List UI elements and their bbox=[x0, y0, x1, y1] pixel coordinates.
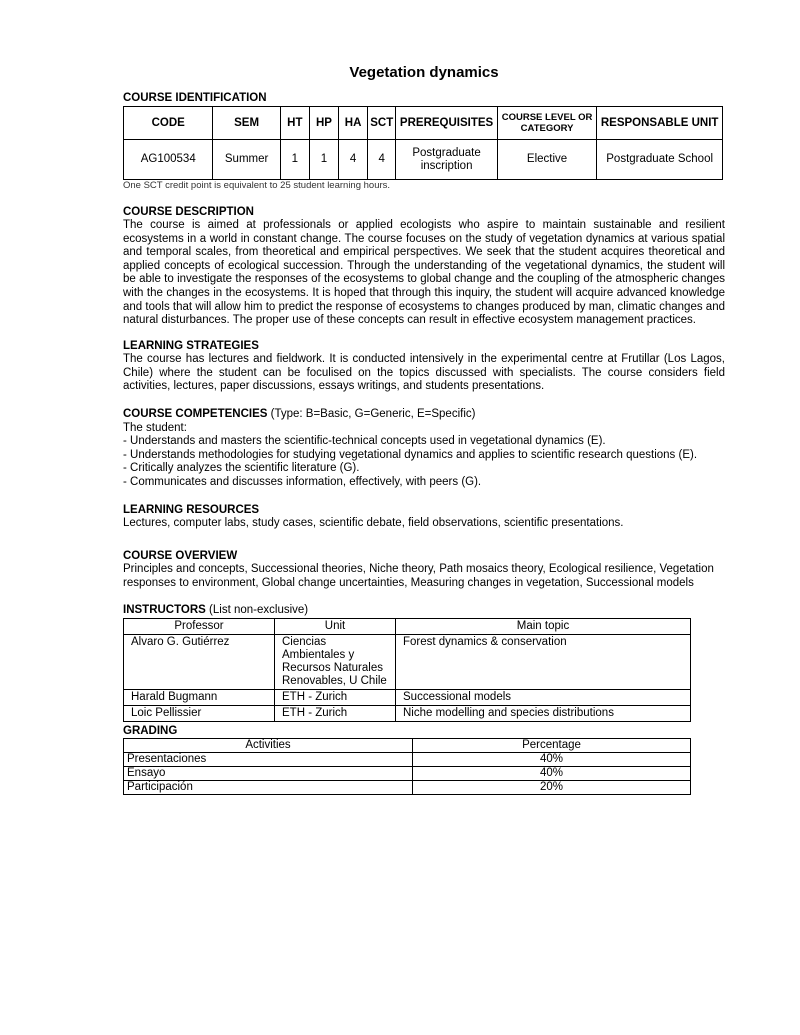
list-item: - Communicates and discusses information, effectively, with peers (G). bbox=[123, 475, 482, 488]
section-heading-description: COURSE DESCRIPTION bbox=[123, 206, 254, 218]
resources-text: Lectures, computer labs, study cases, scientific debate, field observations, scientific presentations. bbox=[123, 517, 624, 529]
table-row bbox=[124, 753, 691, 767]
table-cell: Alvaro G. Gutiérrez bbox=[124, 634, 275, 689]
credit-note: One SCT credit point is equivalent to 25 student learning hours. bbox=[123, 180, 391, 191]
table-header: Percentage bbox=[413, 739, 691, 753]
table-cell: AG100534 bbox=[124, 140, 213, 180]
list-item: - Understands methodologies for studying vegetational dynamics and applies to scientific research questions (E). bbox=[123, 448, 698, 461]
list-item: - Understands and masters the scientific-technical concepts used in vegetational dynamics (E). bbox=[123, 435, 606, 448]
table-cell: 40% bbox=[413, 767, 691, 781]
table-cell: 40% bbox=[413, 753, 691, 767]
table-row bbox=[124, 781, 691, 795]
table-row bbox=[124, 140, 723, 180]
table-row bbox=[124, 705, 691, 721]
table-header: Professor bbox=[124, 618, 275, 634]
title-block bbox=[123, 64, 725, 91]
learning-resources-section bbox=[123, 504, 725, 531]
section-heading-identification: COURSE IDENTIFICATION bbox=[123, 92, 267, 104]
learning-strategies-section bbox=[123, 340, 725, 394]
table-header: CODE bbox=[124, 107, 213, 140]
table-row bbox=[124, 689, 691, 705]
table-header: HA bbox=[339, 107, 368, 140]
table-row bbox=[124, 767, 691, 781]
instructors-heading-line bbox=[123, 604, 725, 618]
list-item: - Critically analyzes the scientific literature (G). bbox=[123, 462, 360, 475]
table-cell: 20% bbox=[413, 781, 691, 795]
course-overview-section bbox=[123, 550, 725, 590]
table-cell: Postgraduate inscription bbox=[396, 140, 498, 180]
section-heading-resources: LEARNING RESOURCES bbox=[123, 504, 260, 516]
table-header: Activities bbox=[124, 739, 413, 753]
table-header: SEM bbox=[213, 107, 280, 140]
table-header: Unit bbox=[275, 618, 396, 634]
grading-table bbox=[123, 738, 691, 795]
table-header: HT bbox=[280, 107, 309, 140]
competencies-heading-line bbox=[123, 408, 725, 422]
table-cell: Participación bbox=[124, 781, 413, 795]
table-cell: Forest dynamics & conservation bbox=[396, 634, 691, 689]
table-header-row bbox=[124, 618, 691, 634]
table-cell: 1 bbox=[280, 140, 309, 180]
competencies-type-note: (Type: B=Basic, G=Generic, E=Specific) bbox=[267, 408, 476, 420]
table-cell: Loic Pellissier bbox=[124, 705, 275, 721]
table-cell: ETH - Zurich bbox=[275, 705, 396, 721]
table-header: HP bbox=[309, 107, 338, 140]
section-heading-strategies: LEARNING STRATEGIES bbox=[123, 340, 259, 352]
table-cell: Ensayo bbox=[124, 767, 413, 781]
section-heading-grading: GRADING bbox=[123, 725, 178, 737]
table-row bbox=[124, 634, 691, 689]
table-cell: Postgraduate School bbox=[597, 140, 723, 180]
course-identification-section bbox=[123, 92, 725, 192]
instructors-table bbox=[123, 618, 691, 722]
instructors-note: (List non-exclusive) bbox=[205, 604, 309, 616]
instructors-section bbox=[123, 604, 725, 722]
table-header: SCT bbox=[368, 107, 396, 140]
table-cell: Niche modelling and species distributions bbox=[396, 705, 691, 721]
table-header-row bbox=[124, 107, 723, 140]
table-header-row bbox=[124, 739, 691, 753]
table-cell: 4 bbox=[339, 140, 368, 180]
table-cell: Successional models bbox=[396, 689, 691, 705]
table-cell: Ciencias Ambientales y Recursos Naturales Renovables, U Chile bbox=[275, 634, 396, 689]
table-cell: Harald Bugmann bbox=[124, 689, 275, 705]
table-cell: Elective bbox=[497, 140, 596, 180]
description-text: The course is aimed at professionals or applied ecologists who aspire to maintain sustainable and resilient ecosystems in a world in constant change. The course focuses on the study of vegetation dynamics at various spatial and temporal scales, from theoretical and empirical perspectives. We seek that the student acquires theoretical and applied concepts of ecological succession. Through the understanding of the vegetational dynamics, the student will be able to investigate the responses of the ecosystems to global change and the coupling of the atmospheric changes with the changes in the ecosystems. It is hoped that through this inquiry, the student will acquire advanced knowledge and tools that will allow him to predict the response of ecosystems to changes produced by man, climatic changes and natural disturbances. The proper use of these concepts can result in effective ecosystem management practices. bbox=[123, 219, 725, 327]
table-cell: 1 bbox=[309, 140, 338, 180]
course-description-section bbox=[123, 206, 725, 328]
identification-table bbox=[123, 106, 723, 180]
table-header: Main topic bbox=[396, 618, 691, 634]
section-heading-overview: COURSE OVERVIEW bbox=[123, 550, 238, 562]
section-heading-competencies: COURSE COMPETENCIES bbox=[123, 408, 268, 420]
strategies-text: The course has lectures and fieldwork. It is conducted intensively in the experimental centre at Frutillar (Los Lagos, Chile) where the student can be foculised on the topics discussed with specialists. The course considers field activities, lectures, paper discussions, essays writings, and students presentations. bbox=[123, 353, 725, 393]
table-header: RESPONSABLE UNIT bbox=[597, 107, 723, 140]
grading-section bbox=[123, 725, 725, 795]
table-cell: Summer bbox=[213, 140, 280, 180]
section-heading-instructors: INSTRUCTORS bbox=[123, 604, 206, 616]
table-header: PREREQUISITES bbox=[396, 107, 498, 140]
course-competencies-section bbox=[123, 408, 725, 490]
table-cell: Presentaciones bbox=[124, 753, 413, 767]
table-cell: 4 bbox=[368, 140, 396, 180]
overview-text: Principles and concepts, Successional theories, Niche theory, Path mosaics theory, Ecological resilience, Vegetation responses to environment, Global change uncertainties, Measuring changes in vegetation, Successional models bbox=[123, 563, 714, 589]
table-cell: ETH - Zurich bbox=[275, 689, 396, 705]
page-title: Vegetation dynamics bbox=[349, 64, 499, 81]
competencies-intro: The student: bbox=[123, 421, 187, 434]
table-header: COURSE LEVEL OR CATEGORY bbox=[497, 107, 596, 140]
